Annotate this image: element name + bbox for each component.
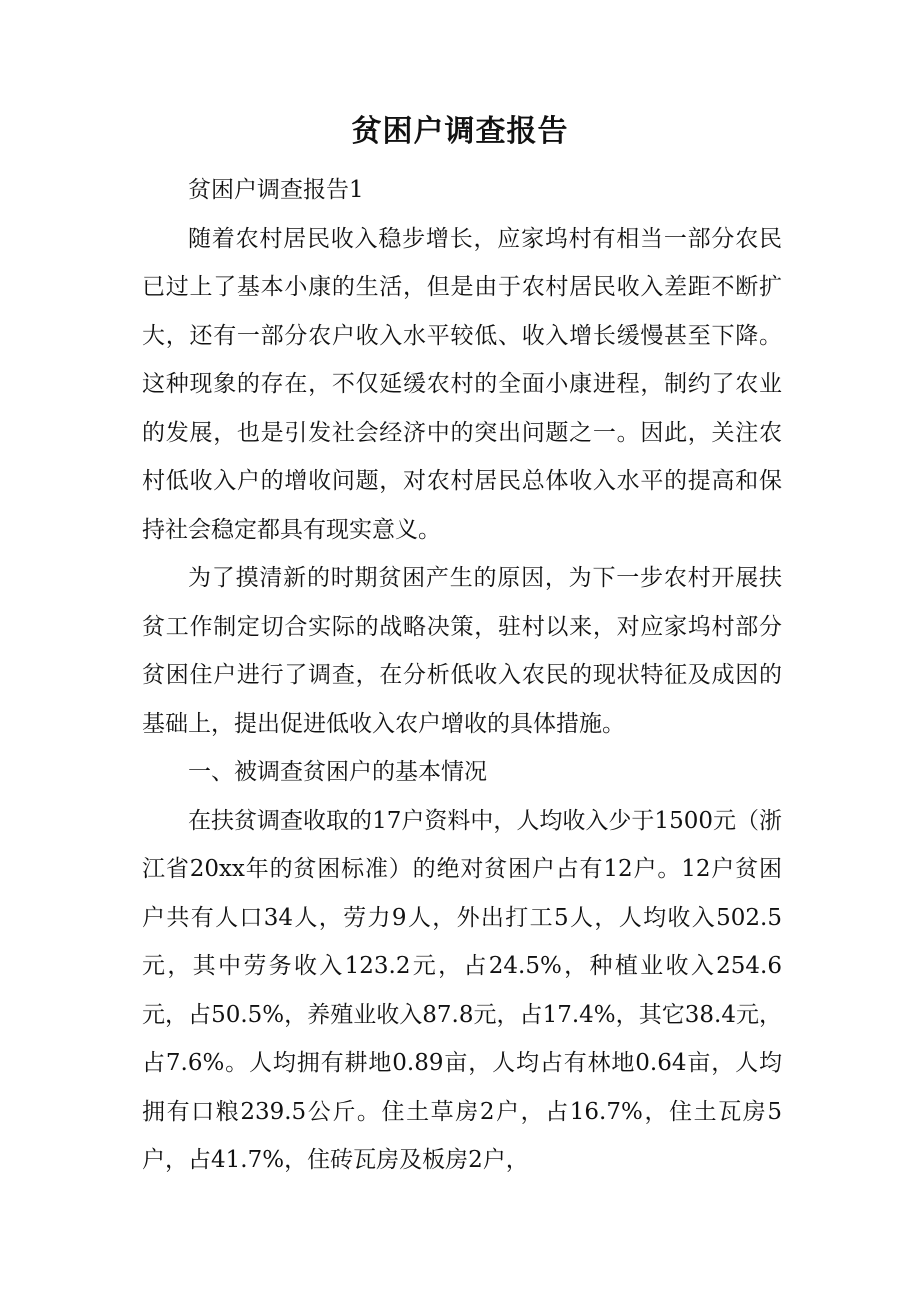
intro-paragraph: 随着农村居民收入稳步增长，应家坞村有相当一部分农民已过上了基本小康的生活，但是由于农村居民收入差距不断扩大，还有一部分农户收入水平较低、收入增长缓慢甚至下降。这种现象的存在，不仅延缓农村的全面小康进程，制约了农业的发展，也是引发社会经济中的突出问题之一。因此，关注农村低收入户的增收问题，对农村居民总体收入水平的提高和保持社会稳定都具有现实意义。 — [142, 225, 782, 543]
purpose-paragraph: 为了摸清新的时期贫困产生的原因，为下一步农村开展扶贫工作制定切合实际的战略决策，驻村以来，对应家坞村部分贫困住户进行了调查，在分析低收入农民的现状特征及成因的基础上，提出促进低收入农户增收的具体措施。 — [142, 565, 782, 737]
document-body — [142, 166, 782, 1185]
subtitle-paragraph: 贫困户调查报告1 — [188, 177, 364, 203]
document-title: 贫困户调查报告 — [351, 114, 569, 149]
section-heading: 一、被调查贫困户的基本情况 — [188, 759, 487, 785]
statistics-paragraph: 在扶贫调查收取的17户资料中，人均收入少于1500元（浙江省20xx年的贫困标准）的绝对贫困户占有12户。12户贫困户共有人口34人，劳力9人，外出打工5人，人均收入502.5元，其中劳务收入123.2元，占24.5%，种植业收入254.6元，占50.5%，养殖业收入87.8元，占17.4%，其它38.4元，占7.6%。人均拥有耕地0.89亩，人均占有林地0.64亩，人均拥有口粮239.5公斤。住土草房2户，占16.7%，住土瓦房5户，占41.7%，住砖瓦房及板房2户， — [142, 807, 782, 1173]
